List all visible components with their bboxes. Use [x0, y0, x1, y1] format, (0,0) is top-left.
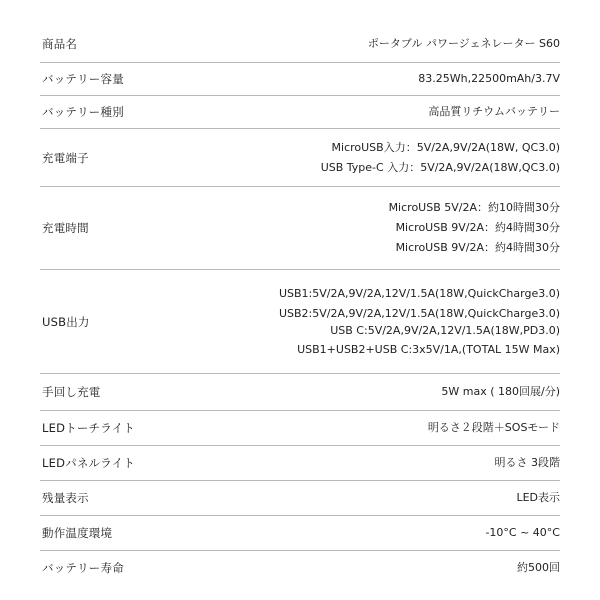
- spec-label: 残量表示: [42, 491, 89, 505]
- spec-value: 約500回: [517, 561, 560, 574]
- spec-value: USB1:5V/2A,9V/2A,12V/1.5A(18W,QuickCharge3.0): [278, 286, 560, 300]
- spec-label: 手回し充電: [42, 385, 101, 399]
- spec-values: [279, 283, 560, 361]
- spec-value: ポータブル パワージェネレーター S60: [367, 36, 560, 50]
- spec-value: LED表示: [516, 491, 560, 504]
- spec-label: バッテリー容量: [42, 72, 124, 86]
- spec-row-battery-capacity: [40, 62, 560, 95]
- spec-values: [321, 138, 560, 178]
- spec-row-led-panel: [40, 445, 560, 480]
- spec-value: 高品質リチウムバッテリー: [428, 105, 560, 118]
- spec-values: [428, 102, 560, 122]
- spec-row-product-name: [40, 25, 560, 62]
- spec-values: [368, 34, 560, 54]
- spec-table: [40, 25, 560, 585]
- spec-label: LEDパネルライト: [42, 456, 135, 470]
- spec-value: USB Type-C 入力：5V/2A,9V/2A(18W,QC3.0): [320, 160, 560, 174]
- spec-row-charging-time: [40, 186, 560, 269]
- spec-value: -10°C ~ 40°C: [485, 526, 560, 539]
- spec-value: MicroUSB 5V/2A：約10時間30分: [388, 201, 560, 214]
- spec-value: MicroUSB入力：5V/2A,9V/2A(18W, QC3.0): [331, 140, 560, 154]
- spec-value: MicroUSB 9V/2A：約4時間30分: [395, 221, 560, 234]
- spec-values: [516, 488, 560, 508]
- spec-values: [441, 382, 560, 402]
- spec-label: 充電端子: [42, 150, 89, 165]
- spec-values: [495, 453, 561, 473]
- spec-row-battery-type: [40, 95, 560, 128]
- spec-row-led-torch: [40, 410, 560, 445]
- spec-label: 充電時間: [42, 221, 89, 235]
- spec-values: [517, 558, 560, 578]
- spec-values: [428, 418, 560, 438]
- spec-label: バッテリー種別: [42, 105, 124, 119]
- spec-label: USB出力: [42, 314, 90, 329]
- spec-value: 5W max ( 180回展/分): [441, 385, 560, 398]
- spec-label: 商品名: [42, 36, 78, 51]
- spec-values: [389, 198, 560, 258]
- spec-row-charging-port: [40, 128, 560, 186]
- spec-value: USB1+USB2+USB C:3x5V/1A,(TOTAL 15W Max): [297, 342, 560, 356]
- spec-row-battery-life: [40, 550, 560, 585]
- spec-value: 83.25Wh,22500mAh/3.7V: [418, 72, 560, 85]
- spec-value: MicroUSB 9V/2A：約4時間30分: [395, 241, 560, 254]
- spec-label: バッテリー寿命: [42, 561, 124, 575]
- spec-label: LEDトーチライト: [42, 421, 135, 435]
- spec-row-operating-temperature: [40, 515, 560, 550]
- spec-values: [418, 69, 560, 89]
- spec-value: 明るさ 3段階: [494, 456, 560, 469]
- spec-row-hand-crank: [40, 373, 560, 410]
- spec-row-remaining-display: [40, 480, 560, 515]
- spec-value: 明るさ２段階＋SOSモード: [427, 421, 560, 434]
- spec-value: USB2:5V/2A,9V/2A,12V/1.5A(18W,QuickCharge3.0): [278, 306, 560, 320]
- spec-value: USB C:5V/2A,9V/2A,12V/1.5A(18W,PD3.0): [330, 323, 560, 337]
- spec-values: [485, 523, 560, 543]
- spec-row-usb-output: [40, 269, 560, 373]
- spec-label: 動作温度環境: [42, 526, 113, 540]
